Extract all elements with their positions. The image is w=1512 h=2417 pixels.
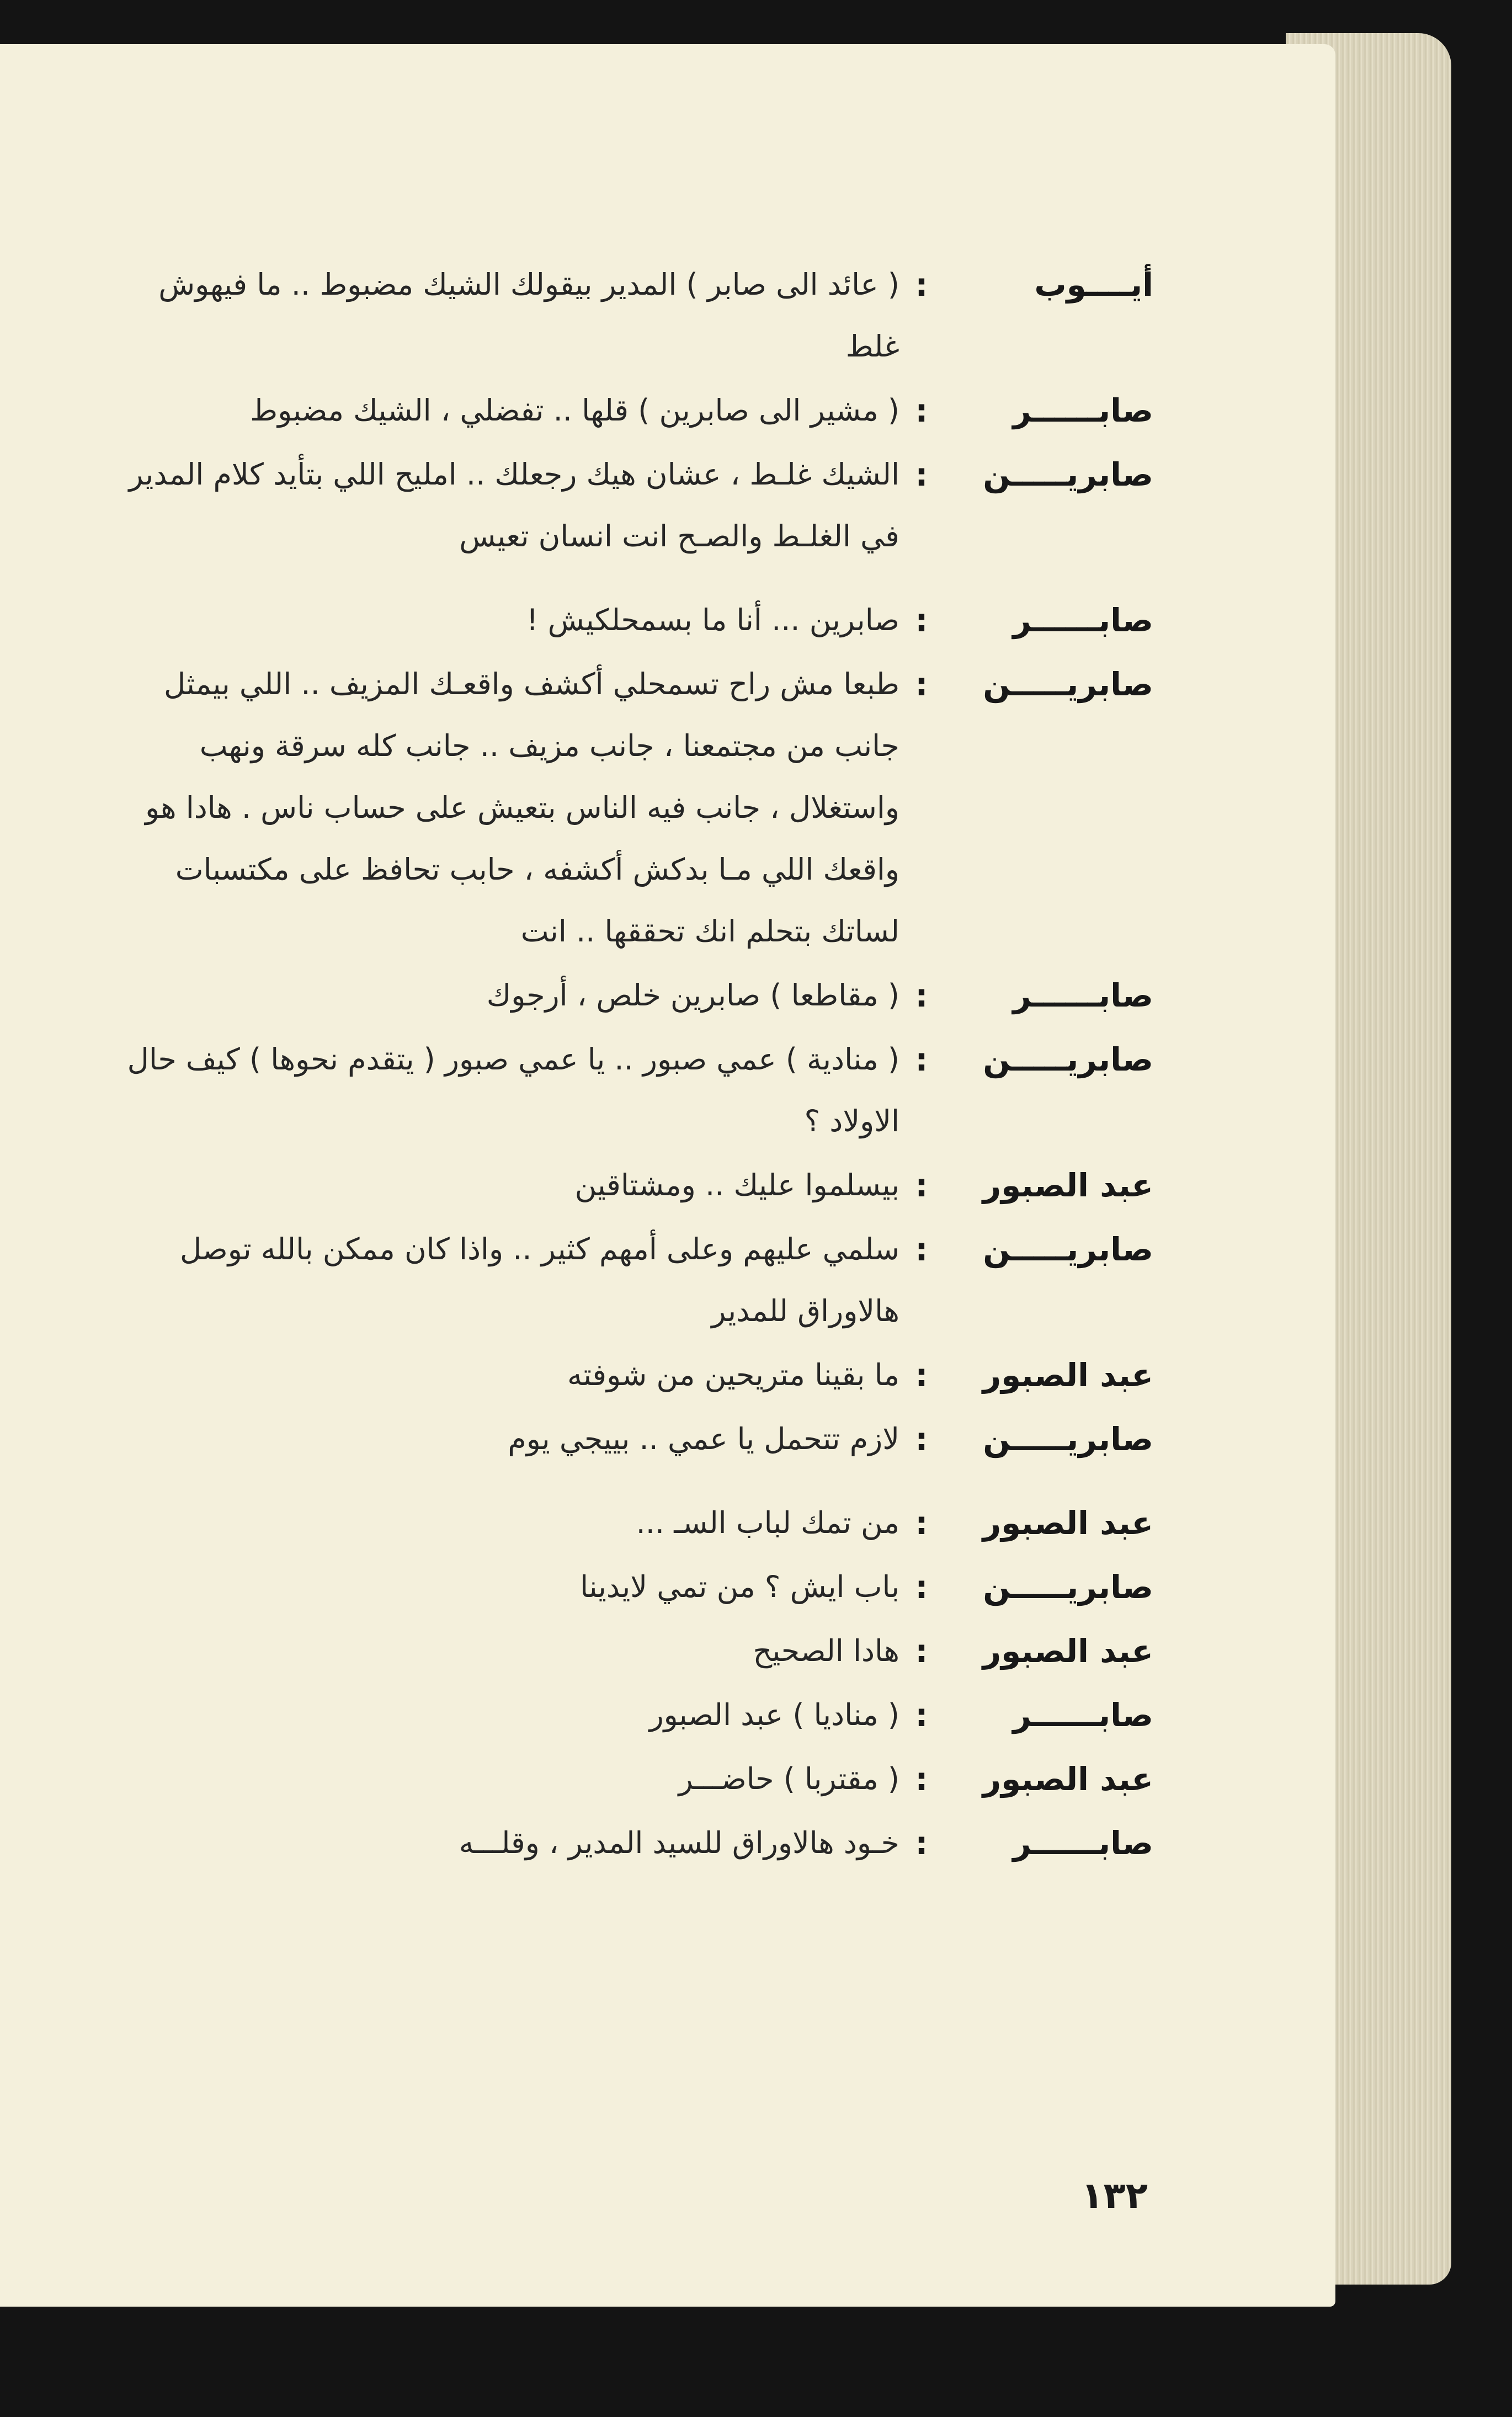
- page-number: ١٣٢: [1081, 2174, 1148, 2217]
- speech-text: صابرين ... أنا ما بسمحلكيش !: [526, 603, 899, 637]
- dialogue-entry: [127, 1492, 1153, 1554]
- dialogue-entry: [127, 1684, 1153, 1746]
- colon-separator: :: [915, 1632, 928, 1670]
- speech-text: الشيك غلـط ، عشان هيك رجعلك .. امليح اللي بتأيد كلام المدير في الغلـط والصـح انت انسان تعيس: [129, 457, 899, 553]
- speech-text: ما بقينا متريحين من شوفته: [567, 1357, 899, 1392]
- dialogue-entry: [127, 1029, 1153, 1152]
- dialogue-entry: [127, 1154, 1153, 1216]
- speech-text: بيسلموا عليك .. ومشتاقين: [574, 1168, 899, 1202]
- speaker-name: عبد الصبور: [982, 1356, 1153, 1394]
- dialogue-entry: [127, 1620, 1153, 1682]
- speaker-name: صابــــــر: [1013, 1824, 1153, 1862]
- speaker-name: عبد الصبور: [982, 1632, 1153, 1670]
- speaker-name: صابريـــــن: [983, 456, 1153, 493]
- colon-separator: :: [915, 1568, 928, 1606]
- speaker-name: صابــــــر: [1013, 601, 1153, 639]
- colon-separator: :: [915, 1231, 928, 1268]
- speech-text: ( منادية ) عمي صبور .. يا عمي صبور ( يتقدم نحوها ) كيف حال الاولاد ؟: [127, 1042, 899, 1138]
- dialogue-entry: [127, 1344, 1153, 1406]
- colon-separator: :: [915, 1824, 928, 1862]
- book-page: [0, 44, 1335, 2307]
- speaker-name: صابريـــــن: [983, 1420, 1153, 1458]
- speaker-name: عبد الصبور: [982, 1760, 1153, 1798]
- dialogue-entry: [127, 1812, 1153, 1874]
- dialogue-entry: [127, 444, 1153, 567]
- colon-separator: :: [915, 1041, 928, 1078]
- speech-text: ( مقاطعا ) صابرين خلص ، أرجوك: [486, 978, 899, 1013]
- dialogue-entry: [127, 380, 1153, 441]
- colon-separator: :: [915, 1356, 928, 1394]
- speech-text: هادا الصحيح: [753, 1633, 899, 1668]
- colon-separator: :: [915, 1504, 928, 1542]
- speaker-name: صابــــــر: [1013, 392, 1153, 429]
- speech-text: ( عائد الى صابر ) المدير بيقولك الشيك مضبوط .. ما فيهوش غلط: [158, 267, 899, 364]
- speech-text: ( مشير الى صابرين ) قلها .. تفضلي ، الشيك مضبوط: [250, 393, 899, 428]
- colon-separator: :: [915, 1167, 928, 1204]
- speech-text: ( مقتربا ) حاضـــر: [678, 1761, 899, 1796]
- speaker-name: عبد الصبور: [982, 1504, 1153, 1542]
- colon-separator: :: [915, 1420, 928, 1458]
- colon-separator: :: [915, 392, 928, 429]
- colon-separator: :: [915, 1696, 928, 1734]
- speech-text: سلمي عليهم وعلى أمهم كثير .. واذا كان ممكن بالله توصل هالاوراق للمدير: [179, 1232, 899, 1328]
- dialogue-entry: [127, 965, 1153, 1026]
- dialogue-entry: [127, 1748, 1153, 1810]
- speaker-name: عبد الصبور: [982, 1167, 1153, 1204]
- colon-separator: :: [915, 666, 928, 703]
- speech-text: ( مناديا ) عبد الصبور: [649, 1697, 899, 1732]
- dialogue-entry: [127, 254, 1153, 377]
- speech-text: لازم تتحمل يا عمي .. بييجي يوم: [508, 1422, 899, 1456]
- dialogue-entry: [127, 589, 1153, 651]
- speaker-name: صابريـــــن: [983, 666, 1153, 703]
- speech-text: خـود هالاوراق للسيد المدير ، وقلـــه: [459, 1825, 899, 1860]
- speech-text: طبعا مش راح تسمحلي أكشف واقعـك المزيف .. اللي بيمثل جانب من مجتمعنا ، جانب مزيف .. جانب كله سرقة ونهب واستغلال ، جانب فيه الناس بتعيش على حساب ناس . هادا هو واقعك اللي مـا بدكش أكشفه ، حابب تحافظ على مكتسبات لساتك بتحلم انك تحققها .. انت: [145, 667, 899, 949]
- dialogue-entry: [127, 1408, 1153, 1470]
- dialogue: [127, 254, 1153, 1876]
- dialogue-entry: [127, 1556, 1153, 1618]
- colon-separator: :: [915, 266, 928, 304]
- speaker-name: صابريـــــن: [983, 1568, 1153, 1606]
- colon-separator: :: [915, 977, 928, 1014]
- dialogue-entry: [127, 1218, 1153, 1342]
- speaker-name: أيــــوب: [1034, 266, 1153, 304]
- speaker-name: صابــــــر: [1013, 1696, 1153, 1734]
- speaker-name: صابريـــــن: [983, 1231, 1153, 1268]
- dialogue-entry: [127, 653, 1153, 962]
- colon-separator: :: [915, 456, 928, 493]
- speech-text: من تمك لباب السـ ...: [636, 1505, 899, 1540]
- colon-separator: :: [915, 1760, 928, 1798]
- colon-separator: :: [915, 601, 928, 639]
- speech-text: باب ايش ؟ من تمي لايدينا: [580, 1569, 899, 1604]
- speaker-name: صابــــــر: [1013, 977, 1153, 1014]
- speaker-name: صابريـــــن: [983, 1041, 1153, 1078]
